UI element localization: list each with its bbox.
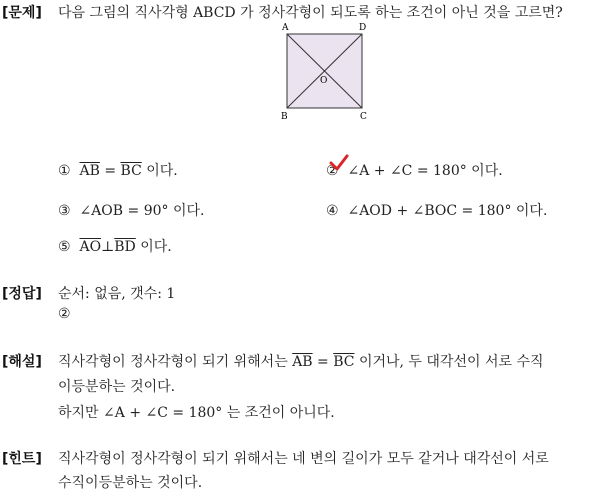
option-5-segment-bd: $\overline{BD}$: [114, 239, 136, 255]
option-5-post: 이다.: [135, 239, 172, 255]
option-3-text: ∠AOB = 90° 이다.: [79, 203, 205, 219]
explanation-line-3: 하지만 ∠A + ∠C = 180° 는 조건이 아니다.: [58, 405, 335, 421]
option-3[interactable]: [58, 200, 204, 220]
problem-label: [문제]: [2, 5, 42, 21]
option-4-text: ∠AOD + ∠BOC = 180° 이다.: [347, 203, 548, 219]
option-5-segment-ao: $\overline{AO}$: [79, 239, 102, 255]
explanation-line-2: 이등분하는 것이다.: [58, 379, 176, 395]
option-1-segment-ab: $\overline{AB}$: [79, 163, 100, 179]
explanation-segment-ab: $\overline{AB}$: [292, 354, 313, 370]
center-o: O: [320, 76, 328, 86]
option-5-num: ⑤: [58, 239, 71, 255]
option-4[interactable]: [326, 200, 547, 220]
explanation-line-1-post: 이거나, 두 대각선이 서로 수직: [354, 354, 544, 370]
vertex-b: B: [281, 112, 288, 122]
option-1[interactable]: [58, 160, 178, 180]
option-5[interactable]: [58, 236, 172, 256]
option-1-post: 이다.: [141, 163, 178, 179]
option-2-text: ∠A + ∠C = 180° 이다.: [347, 163, 503, 179]
vertex-c: C: [360, 112, 367, 122]
question-text: 다음 그림의 직사각형 ABCD 가 정사각형이 되도록 하는 조건이 아닌 것을 고르면?: [58, 5, 563, 21]
explanation-line-1-mid: =: [312, 354, 334, 370]
hint-label: [힌트]: [2, 451, 42, 467]
option-1-segment-bc: $\overline{BC}$: [120, 163, 142, 179]
hint-line-1: 직사각형이 정사각형이 되기 위해서는 네 변의 길이가 모두 같거나 대각선이 서로: [58, 451, 549, 467]
vertex-d: D: [359, 23, 367, 33]
check-mark-icon: [329, 153, 349, 173]
explanation-segment-bc: $\overline{BC}$: [333, 354, 355, 370]
option-5-mid: ⊥: [101, 239, 115, 255]
option-2[interactable]: [326, 160, 503, 180]
option-2-num: ②: [326, 163, 339, 179]
explanation-label: [해설]: [2, 354, 42, 370]
option-1-num: ①: [58, 163, 71, 179]
option-4-num: ④: [326, 203, 339, 219]
vertex-a: A: [282, 23, 289, 33]
option-1-mid: =: [99, 163, 121, 179]
option-3-num: ③: [58, 203, 71, 219]
rectangle-figure: [276, 20, 376, 122]
answer-value: ②: [58, 306, 71, 322]
answer-meta: 순서: 없음, 갯수: 1: [58, 286, 176, 302]
explanation-line-1-pre: 직사각형이 정사각형이 되기 위해서는: [58, 354, 293, 370]
answer-label: [정답]: [2, 286, 42, 302]
explanation-line-1: [58, 351, 544, 371]
hint-line-2: 수직이등분하는 것이다.: [58, 475, 203, 491]
